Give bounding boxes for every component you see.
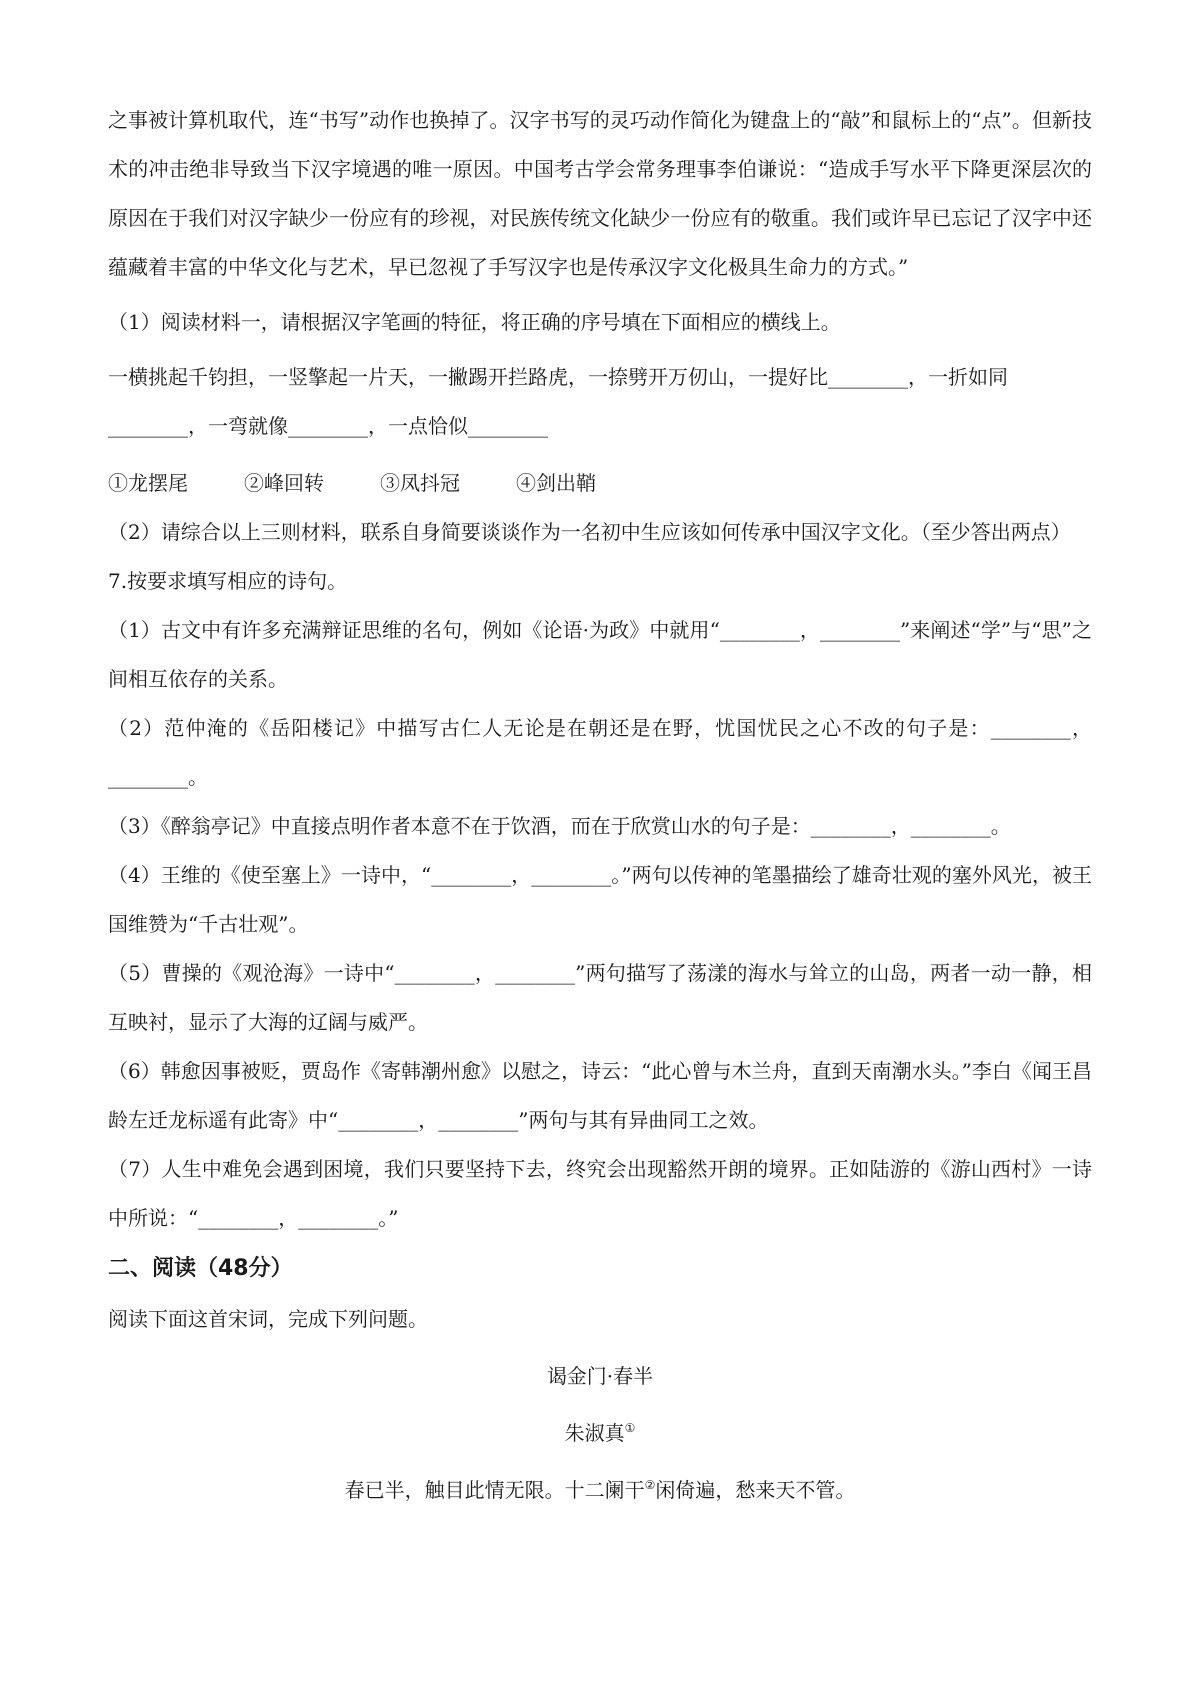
option-2: ②峰回转 [244, 471, 324, 495]
option-3: ③凤抖冠 [380, 471, 460, 495]
q7-item-1: （1）古文中有许多充满辩证思维的名句，例如《论语·为政》中就用“________，________”来阐述“学”与“思”之间相互依存的关系。 [108, 618, 1092, 691]
section-2-instruction: 阅读下面这首宋词，完成下列问题。 [108, 1307, 428, 1331]
q6-options [108, 459, 1092, 508]
q6-sub1-line1: 一横挑起千钧担，一竖擎起一片天，一撇踢开拦路虎，一捺劈开万仞山，一提好比________，一折如同 [108, 365, 1008, 389]
q6-sub2: （2）请综合以上三则材料，联系自身简要谈谈作为一名初中生应该如何传承中国汉字文化。（至少答出两点） [108, 520, 1071, 544]
q7-item-7: （7）人生中难免会遇到困境，我们只要坚持下去，终究会出现豁然开朗的境界。正如陆游的《游山西村》一诗中所说：“________，________。” [108, 1157, 1092, 1230]
q7-item-2: （2）范仲淹的《岳阳楼记》中描写古仁人无论是在朝还是在野，忧国忧民之心不改的句子是：________，________。 [108, 716, 1092, 789]
q7-item-6: （6）韩愈因事被贬，贾岛作《寄韩潮州愈》以慰之，诗云：“此心曾与木兰舟，直到天南潮水头。”李白《闻王昌龄左迁龙标遥有此寄》中“________，________”两句与其有异曲同工之效。 [108, 1059, 1092, 1132]
option-1: ①龙摆尾 [108, 471, 188, 495]
poem-line-1-part-1: 春已半，触目此情无限。十二阑干 [344, 1478, 645, 1502]
option-4: ④剑出鞘 [516, 471, 596, 495]
poem-author [108, 1402, 1092, 1459]
footnote-marker-1: ① [624, 1421, 636, 1435]
q7-item-3: （3）《醉翁亭记》中直接点明作者本意不在于饮酒，而在于欣赏山水的句子是：________，________。 [108, 814, 1011, 838]
footnote-marker-2: ② [644, 1478, 656, 1492]
q7-title: 7.按要求填写相应的诗句。 [108, 569, 348, 593]
q6-sub1-line2: ________，一弯就像________，一点恰似________ [108, 414, 548, 438]
material-continuation: 之事被计算机取代，连“书写”动作也换掉了。汉字书写的灵巧动作简化为键盘上的“敲”和鼠标上的“点”。但新技术的冲击绝非导致当下汉字境遇的唯一原因。中国考古学会常务理事李伯谦说：“造成手写水平下降更深层次的原因在于我们对汉字缺少一份应有的珍视，对民族传统文化缺少一份应有的敬重。我们或许早已忘记了汉字中还蕴藏着丰富的中华文化与艺术，早已忽视了手写汉字也是传承汉字文化极具生命力的方式。” [108, 108, 1092, 279]
poem-line-1 [108, 1459, 1092, 1516]
poem-line-1-part-2: 闲倚遍，愁来天不管。 [655, 1478, 856, 1502]
poem-title: 谒金门·春半 [546, 1364, 654, 1388]
q7-item-5: （5）曹操的《观沧海》一诗中“________，________”两句描写了荡漾的海水与耸立的山岛，两者一动一静，相互映衬，显示了大海的辽阔与威严。 [108, 961, 1092, 1034]
poet-name: 朱淑真 [564, 1421, 625, 1445]
section-2-title: 二、阅读（48分） [108, 1256, 293, 1281]
q7-item-4: （4）王维的《使至塞上》一诗中，“________，________。”两句以传神的笔墨描绘了雄奇壮观的塞外风光，被王国维赞为“千古壮观”。 [108, 863, 1092, 936]
q6-sub1-prompt: （1）阅读材料一，请根据汉字笔画的特征，将正确的序号填在下面相应的横线上。 [108, 310, 841, 334]
